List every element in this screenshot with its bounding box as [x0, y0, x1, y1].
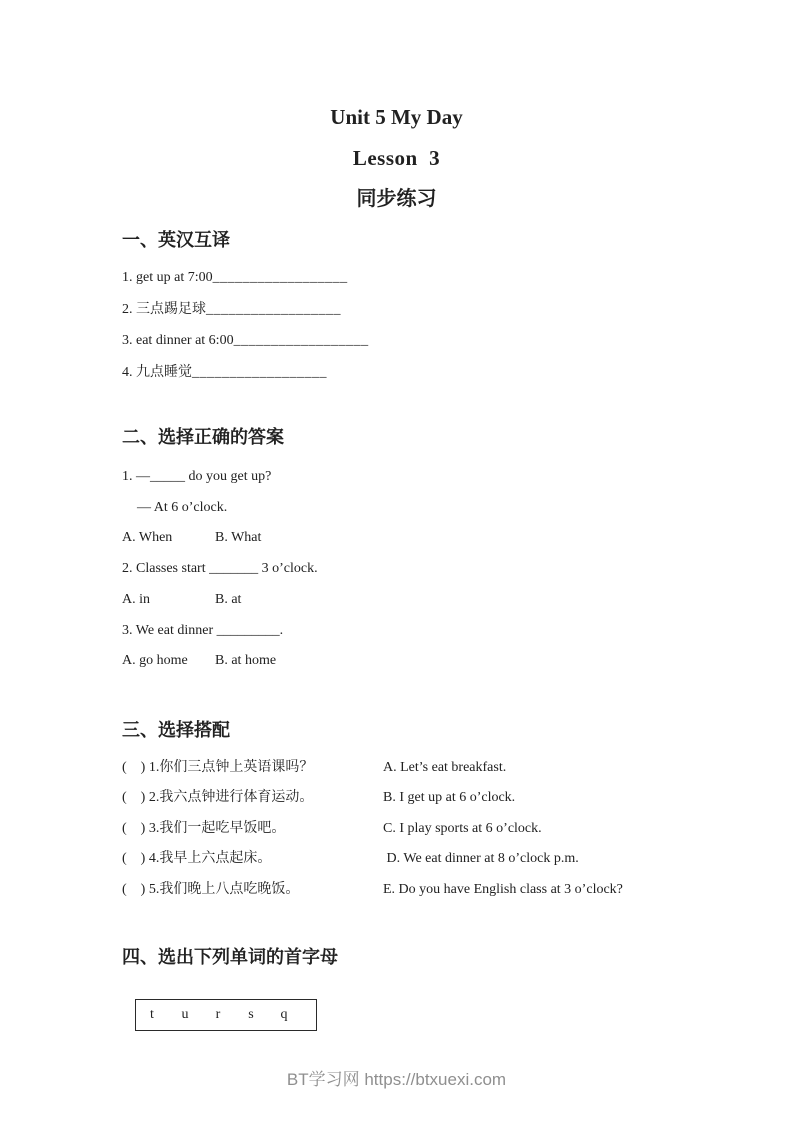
translation-blank: __________________	[233, 333, 369, 348]
page-title-lesson: Lesson 3	[352, 146, 441, 170]
page-title-unit: Unit 5 My Day	[330, 105, 463, 129]
match-left: ( ) 1.你们三点钟上英语课吗？	[122, 759, 314, 775]
section-2-heading: 二、选择正确的答案	[122, 427, 284, 447]
translation-item	[122, 294, 733, 326]
page-title-subtitle: 同步练习	[356, 188, 437, 210]
footer-watermark: BT学习网 https://btxuexi.com	[286, 1070, 507, 1089]
match-right: B. I get up at 6 o’clock.	[383, 790, 516, 806]
letter-cell: u	[181, 1007, 189, 1023]
option-a: A. When	[122, 530, 173, 546]
letter-cell: t	[150, 1007, 154, 1023]
match-left: ( ) 5.我们晚上八点吃晚饭。	[122, 881, 300, 897]
question-answer-line: — At 6 o’clock.	[137, 499, 228, 515]
match-row	[122, 844, 733, 875]
match-right: E. Do you have English class at 3 o’clock?	[383, 881, 623, 897]
section-2-questions	[122, 462, 733, 677]
letter-cell: q	[280, 1007, 288, 1023]
section-1-items	[122, 262, 733, 388]
match-left: ( ) 2.我六点钟进行体育运动。	[122, 790, 314, 806]
translation-blank: __________________	[206, 301, 341, 317]
match-row	[122, 814, 733, 845]
match-right: D. We eat dinner at 8 o’clock p.m.	[383, 851, 579, 867]
option-b: B. at	[215, 591, 242, 607]
option-row	[122, 585, 733, 616]
letters-box	[135, 999, 317, 1031]
translation-item-text: 1. get up at 7:00	[122, 270, 213, 285]
letter-cell: r	[215, 1007, 221, 1023]
match-row	[122, 875, 733, 906]
section-3-matching	[122, 753, 733, 906]
translation-item-text: 2. 三点踢足球	[122, 301, 206, 317]
match-left: ( ) 3.我们一起吃早饭吧。	[122, 820, 286, 836]
letter-cell: s	[248, 1007, 254, 1023]
translation-item-text: 3. eat dinner at 6:00	[122, 333, 234, 348]
question-line: 2. Classes start _______ 3 o’clock.	[122, 561, 318, 577]
match-row	[122, 783, 733, 814]
question-line: 1. —_____ do you get up?	[122, 469, 272, 484]
option-row	[122, 523, 733, 554]
match-row	[122, 753, 733, 784]
option-row	[122, 646, 733, 677]
translation-blank: __________________	[192, 364, 327, 380]
match-right: C. I play sports at 6 o’clock.	[383, 820, 542, 836]
option-b: B. What	[215, 530, 262, 546]
match-right: A. Let’s eat breakfast.	[383, 759, 507, 775]
section-4-heading: 四、选出下列单词的首字母	[122, 947, 338, 968]
option-a: A. go home	[122, 653, 188, 669]
translation-item	[122, 325, 733, 357]
translation-item	[122, 262, 733, 294]
translation-item	[122, 357, 733, 389]
match-left: ( ) 4.我早上六点起床。	[122, 851, 272, 867]
section-3-heading: 三、选择搭配	[122, 719, 230, 740]
translation-blank: __________________	[212, 270, 348, 285]
translation-item-text: 4. 九点睡觉	[122, 364, 192, 380]
option-a: A. in	[122, 591, 150, 607]
option-b: B. at home	[215, 653, 277, 669]
question-line: 3. We eat dinner _________.	[122, 622, 284, 638]
section-1-heading: 一、英汉互译	[122, 230, 230, 250]
